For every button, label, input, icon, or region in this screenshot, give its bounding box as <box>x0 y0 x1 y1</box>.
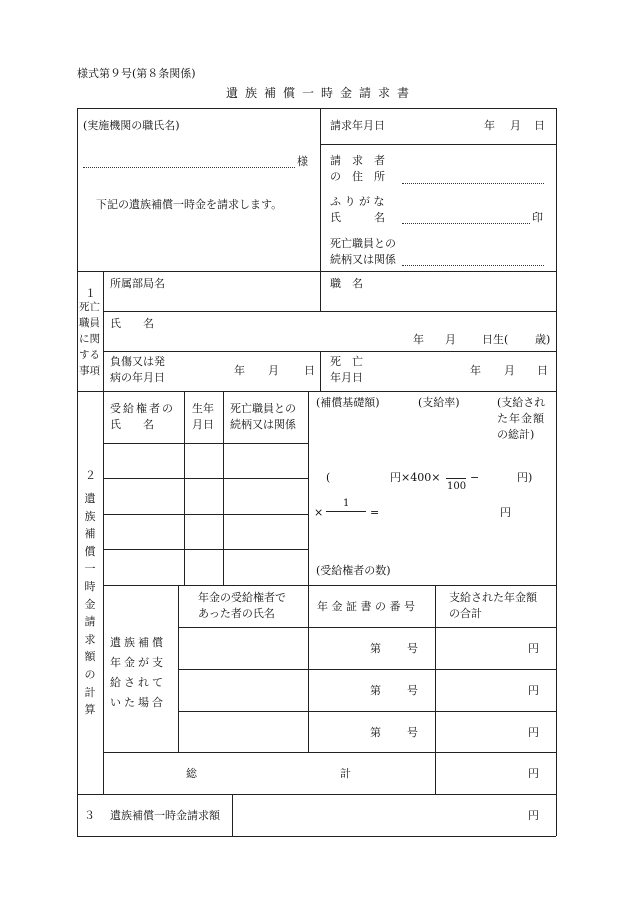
total-label-a: 総 <box>186 767 197 780</box>
injury-date-label-2: 病の年月日 <box>110 371 165 384</box>
section-3-number: ３ <box>84 809 95 822</box>
total-yen: 円 <box>528 767 539 780</box>
section-1-heading-2: 職員 <box>79 317 100 329</box>
agency-label: (実施機関の職氏名) <box>83 119 180 132</box>
death-year: 年 <box>470 364 481 377</box>
claimant-address-label-1: 請 求 者 <box>330 154 385 167</box>
pension-case-label-1: 遺族補償 <box>110 636 166 649</box>
formula-minus: − <box>470 471 480 484</box>
former-beneficiary-header-1: 年金の受給権者で <box>198 591 286 604</box>
injury-month: 月 <box>268 364 279 377</box>
death-date-label-1: 死 亡 <box>330 355 363 368</box>
section-2-number: ２ <box>85 469 96 482</box>
lump-sum-claim-label: 遺族補償一時金請求額 <box>110 809 220 822</box>
certificate-no-suffix: 号 <box>407 684 418 697</box>
certificate-no-prefix: 第 <box>370 642 381 655</box>
birth-day-age-open: 日生( <box>482 333 509 346</box>
certificate-number-header: 年 金 証 書 の 番 号 <box>317 600 415 613</box>
lump-sum-yen: 円 <box>528 809 539 822</box>
claimant-name-field[interactable] <box>402 223 530 224</box>
payment-rate-label: (支給率) <box>418 396 460 409</box>
request-date-day: 日 <box>534 119 545 132</box>
section-1-heading-3: に関 <box>79 333 100 345</box>
paid-total-label-2: た年金額 <box>497 412 545 425</box>
formula-equals: = <box>370 506 380 519</box>
section-1-heading-4: する <box>79 349 100 361</box>
furigana-label: ふ り が な <box>330 195 385 208</box>
beneficiary-name-cell[interactable] <box>104 444 184 478</box>
certificate-no-prefix: 第 <box>370 684 381 697</box>
claimant-address-field[interactable] <box>402 183 544 184</box>
paid-amount-yen: 円 <box>528 684 539 697</box>
request-text: 下記の遺族補償一時金を請求します。 <box>96 198 283 211</box>
certificate-no-suffix: 号 <box>407 726 418 739</box>
former-beneficiary-header-2: あった者の氏名 <box>198 607 275 620</box>
birthdate-header-1: 生年 <box>192 402 214 415</box>
beneficiary-count-label: (受給権者の数) <box>316 564 391 577</box>
birth-age-close: 歳) <box>535 333 551 346</box>
injury-year: 年 <box>234 364 245 377</box>
fraction-bar-count <box>326 511 366 512</box>
birth-month: 月 <box>445 333 456 346</box>
claimant-address-label-2: の 住 所 <box>330 170 385 183</box>
paid-pension-total-header-2: の合計 <box>449 607 482 620</box>
pension-case-label-3: 給されて <box>110 676 166 689</box>
form-number: 様式第９号(第８条関係) <box>77 67 196 80</box>
paid-total-label-1: (支給され <box>497 396 546 409</box>
paid-total-label-3: の総計) <box>497 428 535 441</box>
birthdate-header-2: 月日 <box>192 418 214 431</box>
formula-close: 円) <box>517 471 533 484</box>
certificate-no-suffix: 号 <box>407 642 418 655</box>
paid-pension-total-header-1: 支給された年金額 <box>449 591 537 604</box>
formula-open-paren: ( <box>326 471 331 484</box>
seal-mark: 印 <box>532 211 543 224</box>
lump-sum-amount-field[interactable] <box>233 795 555 835</box>
relation-label-2: 続柄又は関係 <box>330 253 396 266</box>
section-2-heading: 遺 族 補 償 一 時 金 請 求 額 の 計 算 <box>84 492 96 717</box>
section-1-number: １ <box>85 287 96 300</box>
post-label: 職 名 <box>330 277 363 290</box>
formula-result-yen: 円 <box>500 506 511 519</box>
death-day: 日 <box>537 364 548 377</box>
relation-label-1: 死亡職員との <box>330 237 396 250</box>
total-label-b: 計 <box>340 767 351 780</box>
injury-day: 日 <box>304 364 315 377</box>
birth-year: 年 <box>413 333 424 346</box>
base-amount-label: (補償基礎額) <box>316 396 380 409</box>
section-1-heading-1: 死亡 <box>79 301 100 313</box>
injury-date-label-1: 負傷又は発 <box>110 355 165 368</box>
beneficiary-name-header-1: 受給権者の <box>110 402 175 415</box>
deceased-name-label: 氏 名 <box>110 317 154 330</box>
request-date-year: 年 <box>484 119 495 132</box>
beneficiary-name-cell[interactable] <box>104 515 184 549</box>
paid-amount-yen: 円 <box>528 726 539 739</box>
page-title: 遺族補償一時金請求書 <box>226 86 417 100</box>
death-month: 月 <box>504 364 515 377</box>
fraction-bar-100 <box>446 478 466 479</box>
formula-denominator-100: 100 <box>447 481 467 492</box>
beneficiary-name-cell[interactable] <box>104 550 184 585</box>
beneficiary-name-cell[interactable] <box>104 479 184 514</box>
formula-numerator-1: 1 <box>343 498 350 509</box>
beneficiary-name-header-2: 氏 名 <box>110 418 154 431</box>
pension-case-label-4: いた場合 <box>110 696 166 709</box>
section-1-heading-5: 事項 <box>79 365 100 377</box>
relation-field[interactable] <box>402 265 544 266</box>
relation-header-2: 続柄又は関係 <box>230 418 296 431</box>
formula-rate: 円×400× <box>390 471 441 484</box>
name-label: 氏 名 <box>330 211 385 224</box>
request-date-month: 月 <box>510 119 521 132</box>
relation-header-1: 死亡職員との <box>230 402 296 415</box>
paid-amount-yen: 円 <box>528 642 539 655</box>
death-date-label-2: 年月日 <box>330 371 363 384</box>
honorific-sama: 様 <box>297 155 308 168</box>
agency-name-field[interactable] <box>83 167 295 168</box>
certificate-no-prefix: 第 <box>370 726 381 739</box>
request-date-label: 請求年月日 <box>330 119 385 132</box>
pension-case-label-2: 年金が支 <box>110 656 166 669</box>
formula-times: × <box>314 506 324 519</box>
department-label: 所属部局名 <box>110 277 165 290</box>
